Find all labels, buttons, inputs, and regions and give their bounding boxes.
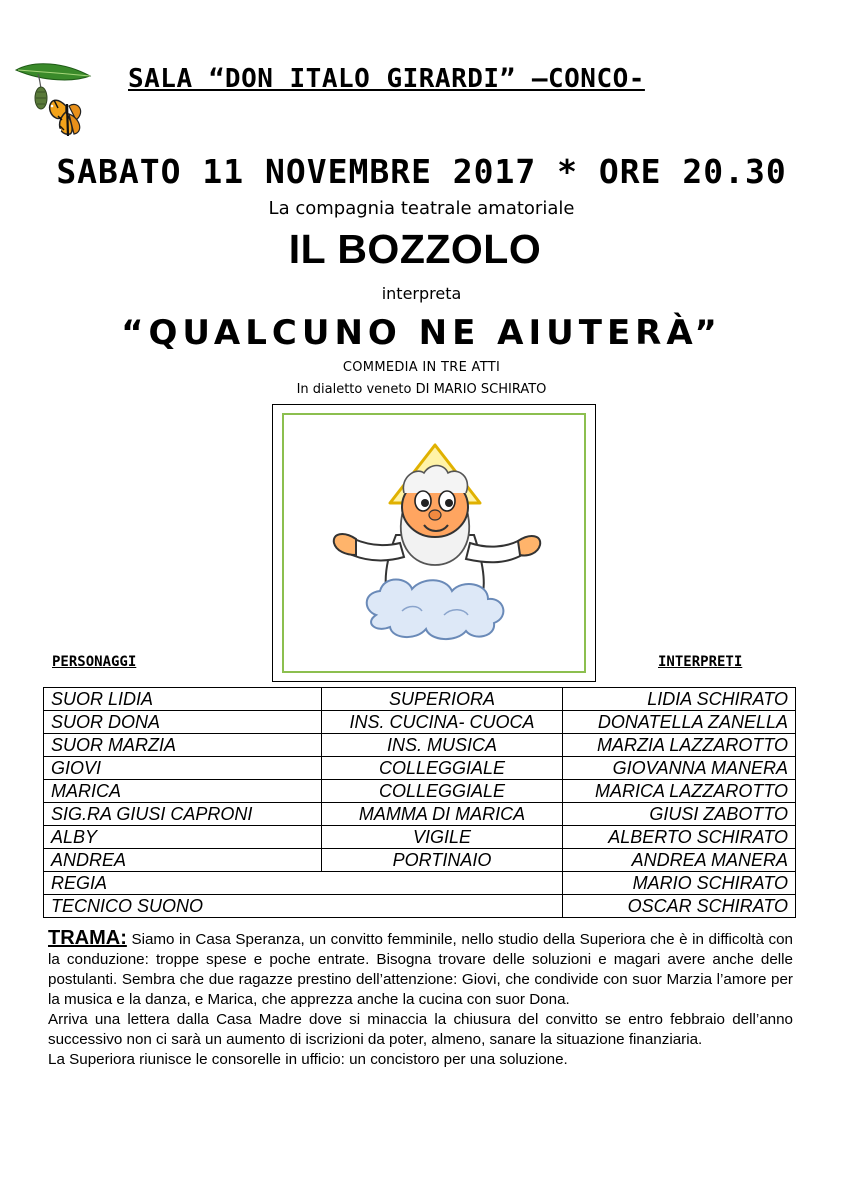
plot-paragraph: Arriva una lettera dalla Casa Madre dove si minaccia la chiusura del convitto se entro febbraio dell’anno successivo non ci sarà un aumento di iscrizioni da poter, almeno, sanare la situazione finanziaria. xyxy=(48,1011,793,1048)
role-cell: INS. MUSICA xyxy=(322,734,563,757)
table-row xyxy=(44,688,796,711)
character-cell: ANDREA xyxy=(44,849,322,872)
crew-role-cell: REGIA xyxy=(44,872,563,895)
crew-name-cell: OSCAR SCHIRATO xyxy=(563,895,796,918)
plot-label: TRAMA: xyxy=(48,927,127,949)
characters-header: PERSONAGGI xyxy=(52,654,137,670)
table-row xyxy=(44,711,796,734)
table-row xyxy=(44,826,796,849)
character-cell: GIOVI xyxy=(44,757,322,780)
actor-cell: ANDREA MANERA xyxy=(563,849,796,872)
role-cell: COLLEGGIALE xyxy=(322,780,563,803)
god-on-cloud-illustration-icon xyxy=(284,415,586,673)
role-cell: INS. CUCINA- CUOCA xyxy=(322,711,563,734)
actor-cell: MARICA LAZZAROTTO xyxy=(563,780,796,803)
performers-header: INTERPRETI xyxy=(658,654,743,670)
cast-table xyxy=(43,687,796,918)
role-cell: MAMMA DI MARICA xyxy=(322,803,563,826)
plot-paragraph xyxy=(48,928,793,1010)
character-cell: SUOR LIDIA xyxy=(44,688,322,711)
play-author: In dialetto veneto DI MARIO SCHIRATO xyxy=(296,382,547,397)
role-cell: SUPERIORA xyxy=(322,688,563,711)
character-cell: SIG.RA GIUSI CAPRONI xyxy=(44,803,322,826)
character-cell: MARICA xyxy=(44,780,322,803)
role-cell: COLLEGGIALE xyxy=(322,757,563,780)
table-row xyxy=(44,757,796,780)
event-date-time: SABATO 11 NOVEMBRE 2017 * ORE 20.30 xyxy=(56,152,787,191)
company-intro: La compagnia teatrale amatoriale xyxy=(268,198,575,219)
company-name: IL BOZZOLO xyxy=(288,226,542,272)
actor-cell: LIDIA SCHIRATO xyxy=(563,688,796,711)
actor-cell: ALBERTO SCHIRATO xyxy=(563,826,796,849)
crew-name-cell: MARIO SCHIRATO xyxy=(563,872,796,895)
actor-cell: GIUSI ZABOTTO xyxy=(563,803,796,826)
character-cell: ALBY xyxy=(44,826,322,849)
role-cell: PORTINAIO xyxy=(322,849,563,872)
table-row xyxy=(44,849,796,872)
crew-role-cell: TECNICO SUONO xyxy=(44,895,563,918)
plot-section xyxy=(48,928,793,1070)
plot-paragraph: La Superiora riunisce le consorelle in ufficio: un concistoro per una soluzione. xyxy=(48,1051,568,1068)
actor-cell: GIOVANNA MANERA xyxy=(563,757,796,780)
table-row xyxy=(44,872,796,895)
table-row xyxy=(44,803,796,826)
butterfly-cocoon-logo-icon xyxy=(14,60,92,140)
venue-title: SALA “DON ITALO GIRARDI” –CONCO- xyxy=(128,64,645,94)
illustration-frame xyxy=(272,404,596,682)
play-genre: COMMEDIA IN TRE ATTI xyxy=(342,360,501,375)
interpreta-label: interpreta xyxy=(381,284,462,303)
table-row xyxy=(44,780,796,803)
character-cell: SUOR DONA xyxy=(44,711,322,734)
actor-cell: MARZIA LAZZAROTTO xyxy=(563,734,796,757)
plot-text: Siamo in Casa Speranza, un convitto femminile, nello studio della Superiora che è in difficoltà con la conduzione: troppe spese e poche entrate. Bisogna trovare delle soluzioni e magari avere anche delle postulanti. Sembra che due ragazze prestino dell’attenzione: Giovi, che condivide con suor Marzia l’amore per la musica e la danza, e Marica, che apprezza anche la cucina con suor Dona. xyxy=(48,931,793,1008)
table-row xyxy=(44,734,796,757)
character-cell: SUOR MARZIA xyxy=(44,734,322,757)
role-cell: VIGILE xyxy=(322,826,563,849)
play-title: “QUALCUNO NE AIUTERÀ” xyxy=(121,313,722,353)
table-row xyxy=(44,895,796,918)
actor-cell: DONATELLA ZANELLA xyxy=(563,711,796,734)
illustration-inner-border xyxy=(282,413,586,673)
